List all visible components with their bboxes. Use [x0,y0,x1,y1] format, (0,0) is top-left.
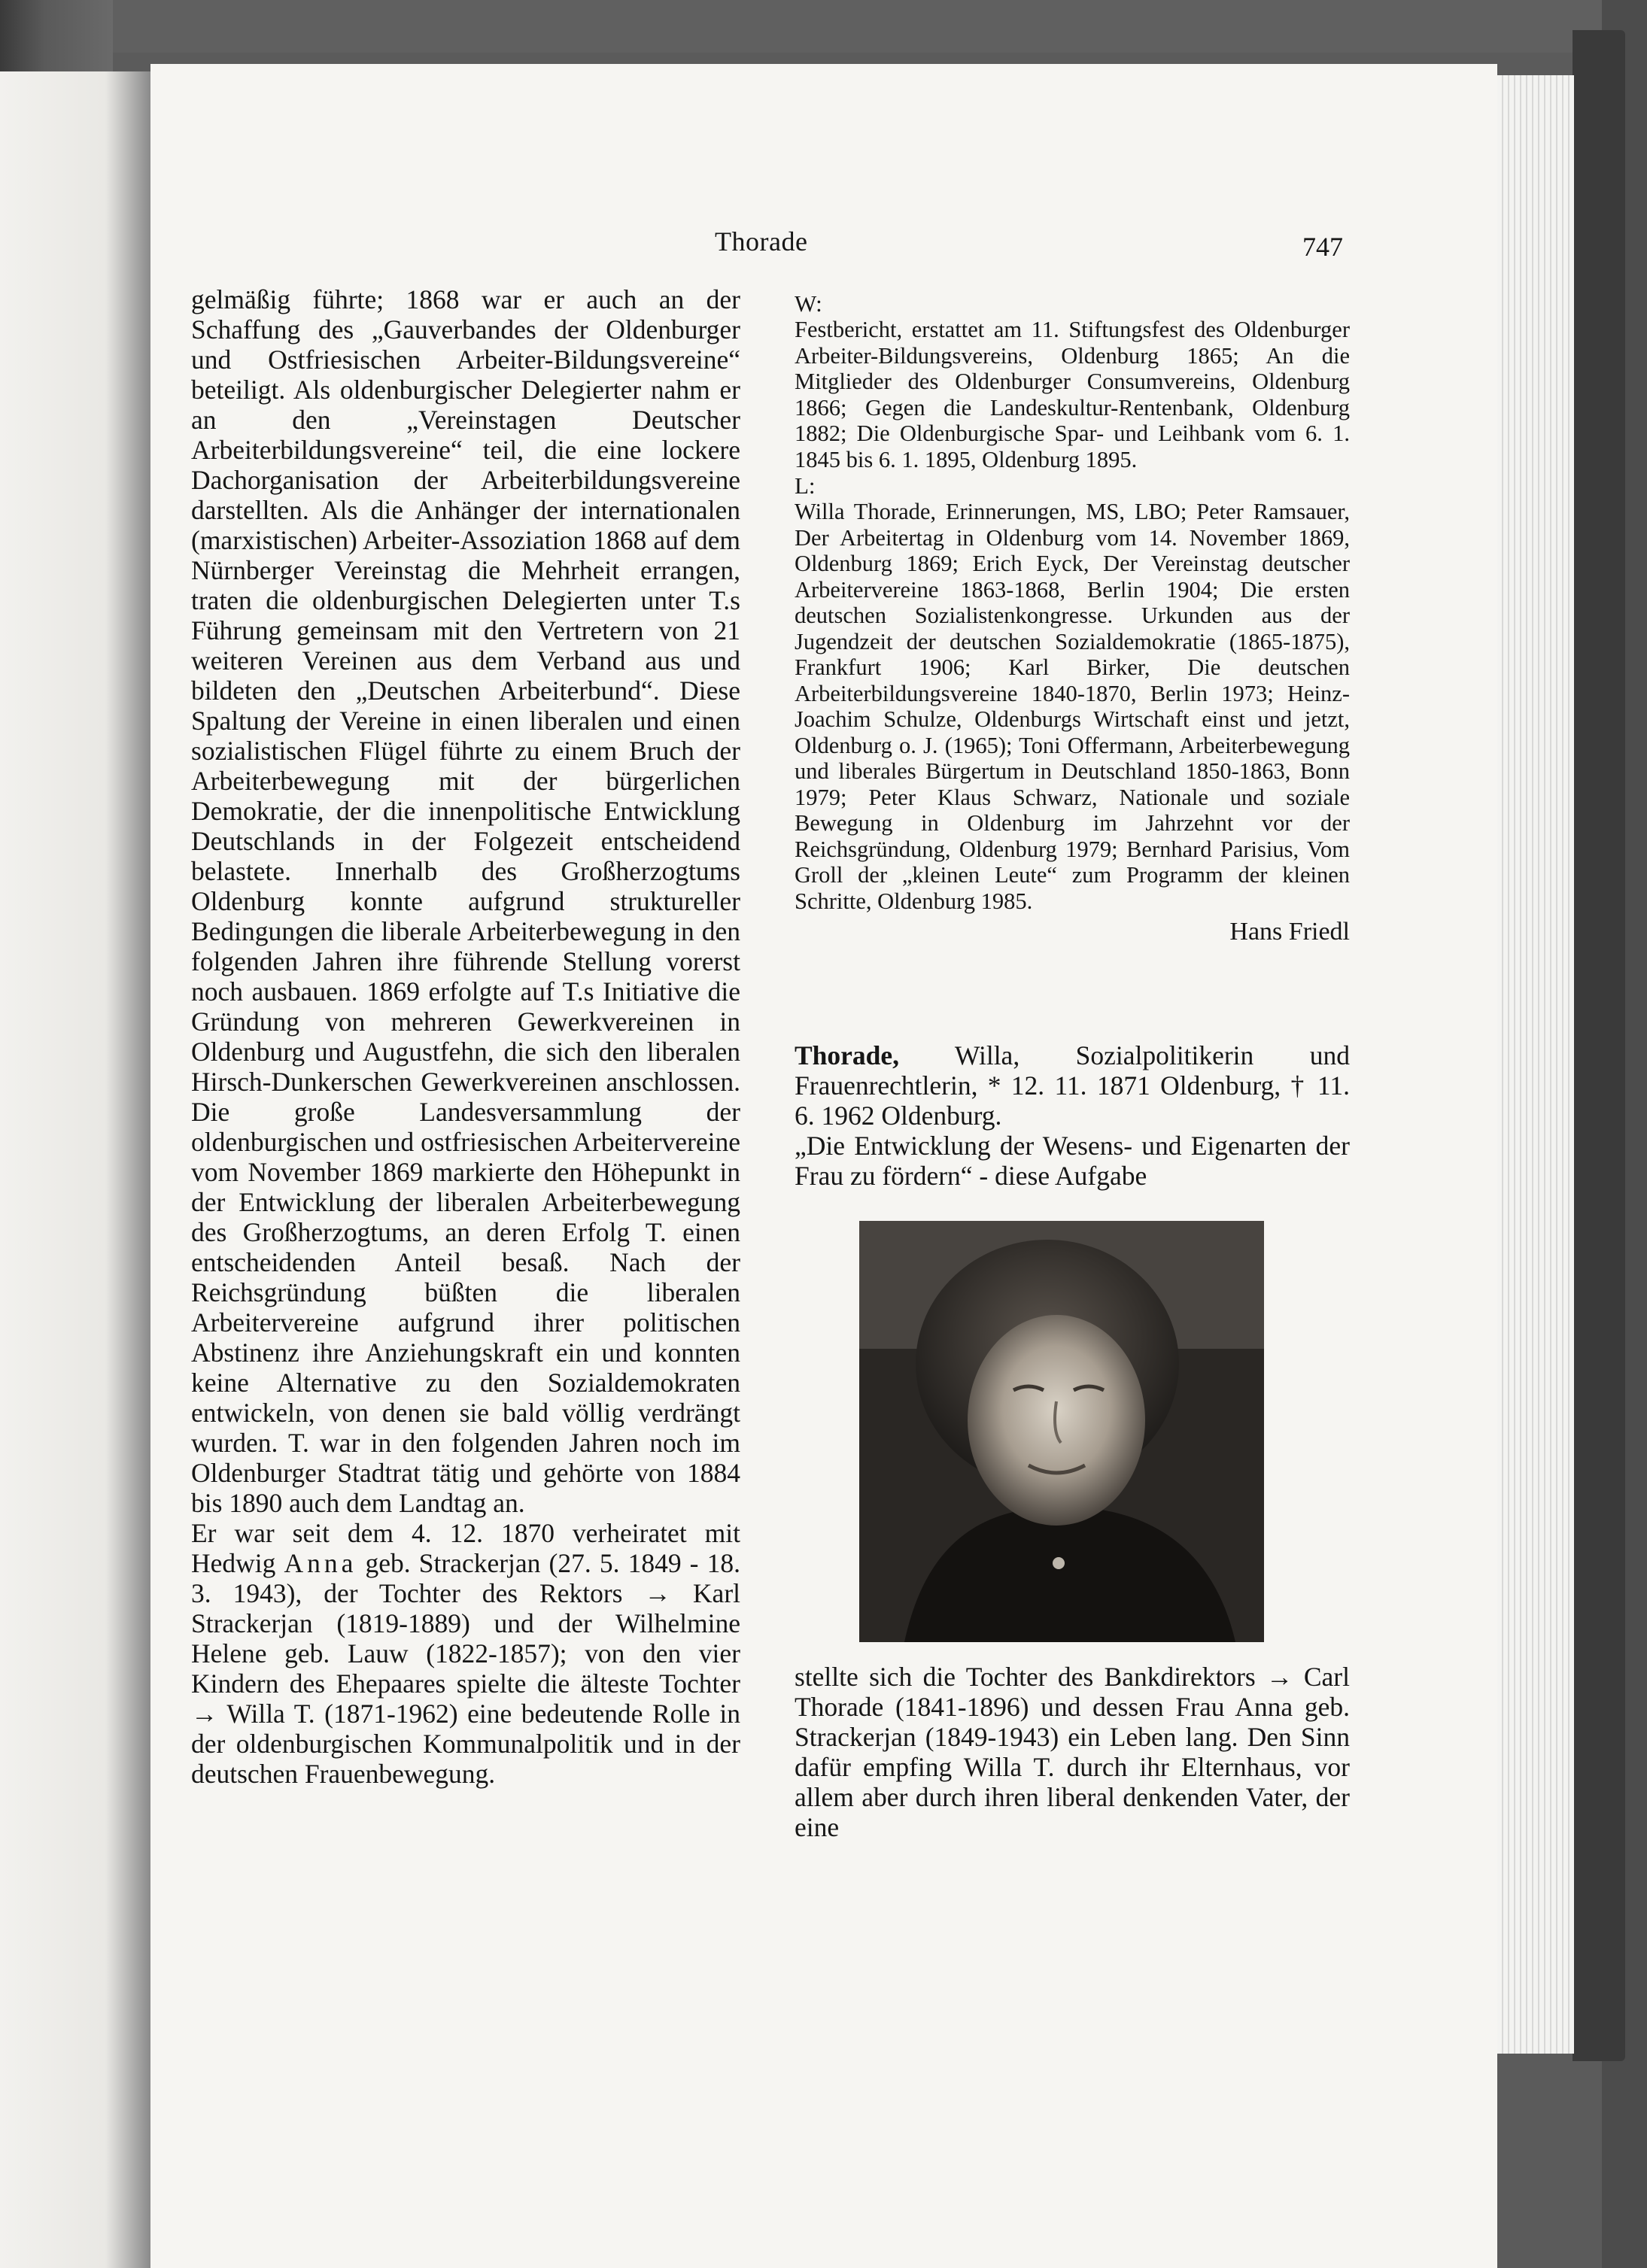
family-text-before: Er war seit dem 4. 12. 1870 verheiratet mit Hedwig [191,1518,740,1578]
scan-background-top [0,0,1647,53]
entry-quote: „Die Entwicklung der Wesens- und Eigenarten der Frau zu fördern“ - diese Aufgabe [795,1131,1350,1191]
paragraph-biography: gelmäßig führte; 1868 war er auch an der Schaffung des „Gauverbandes der Oldenburger und Ostfriesischen Arbeiter-Bildungsvereine“ beteiligt. Als oldenburgischer Delegierter nahm er an den „Vereinstagen Deutscher Arbeiterbildungsvereine“ teil, die eine lockere Dachorganisation der Arbeiterbildungsvereine darstellten. Als die Anhänger der internationalen (marxistischen) Arbeiter-Assoziation 1868 auf dem Nürnberger Vereinstag die Mehrheit errangen, traten die oldenburgischen Delegierten unter T.s Führung gemeinsam mit den Vertretern von 21 weiteren Vereinen aus dem Verband aus und bildeten den „Deutschen Arbeiterbund“. Diese Spaltung der Vereine in einen liberalen und einen sozialistischen Flügel führte zu einem Bruch der Arbeiterbewegung mit der bürgerlichen Demokratie, der die innenpolitische Entwicklung Deutschlands in der Folgezeit entscheidend belastete. Innerhalb des Großherzogtums Oldenburg konnte aufgrund struktureller Bedingungen die liberale Arbeiterbewegung in den folgenden Jahren ihre führende Stellung vorerst noch ausbauen. 1869 erfolgte auf T.s Initiative die Gründung von mehreren Gewerkvereinen in Oldenburg und Augustfehn, die sich den liberalen Hirsch-Dunkerschen Gewerkvereinen anschlossen. Die große Landesversammlung der oldenburgischen und ostfriesischen Arbeitervereine vom November 1869 markierte den Höhepunkt in der Entwicklung der liberalen Arbeiterbewegung des Großherzogtums, an deren Erfolg T. einen entscheidenden Anteil besaß. Nach der Reichsgründung büßten die liberalen Arbeitervereine aufgrund ihrer politischen Abstinenz ihre Anziehungskraft ein und konnten keine Alternative zu den Sozialdemokraten entwickeln, von denen sie bald völlig verdrängt wurden. T. war in den folgenden Jahren noch im Oldenburger Stadtrat tätig und gehörte von 1884 bis 1890 auch dem Landtag an. [191,284,740,1518]
left-page-edge [0,71,150,2268]
works-text: Festbericht, erstattet am 11. Stiftungsfest des Oldenburger Arbeiter-Bildungsvereins, Oldenburg 1865; An die Mitglieder des Oldenburger Consumvereins, Oldenburg 1866; Gegen die Landeskultur-Rentenbank, Oldenburg 1882; Die Oldenburgische Spar- und Leihbank vom 6. 1. 1845 bis 6. 1. 1895, Oldenburg 1895. [795,317,1350,472]
paragraph-family [191,1518,740,1789]
portrait-photo-drawing [859,1221,1264,1642]
right-column [795,290,1350,1842]
page-number: 747 [1302,232,1343,262]
literature-label: L: [795,472,816,499]
page-stack-edge [1490,75,1574,2054]
entry-intro-text: Willa, Sozialpolitikerin und Frauenrechtlerin, * 12. 11. 1871 Oldenburg, † 11. 6. 1962 Oldenburg. [795,1040,1350,1131]
entry-intro [795,1040,1350,1131]
works-label: W: [795,290,822,317]
book-cover-edge [1573,30,1625,2061]
running-head: Thorade [715,226,808,257]
literature-text: Willa Thorade, Erinnerungen, MS, LBO; Peter Ramsauer, Der Arbeitertag in Oldenburg vom 14. November 1869, Oldenburg 1869; Erich Eyck, Der Vereinstag deutscher Arbeitervereine 1863-1868, Berlin 1904; Die ersten deutschen Sozialistenkongresse. Urkunden aus der Jugendzeit der deutschen Sozialdemokratie (1865-1875), Frankfurt 1906; Karl Birker, Die deutschen Arbeiterbildungsvereine 1840-1870, Berlin 1973; Heinz-Joachim Schulze, Oldenburgs Wirtschaft einst und jetzt, Oldenburg o. J. (1965); Toni Offermann, Arbeiterbewegung und liberales Bürgertum in Deutschland 1850-1863, Bonn 1979; Peter Klaus Schwarz, Nationale und soziale Bewegung in Oldenburg im Jahrzehnt vor der Reichsgründung, Oldenburg 1979; Bernhard Parisius, Vom Groll der „kleinen Leute“ zum Programm der kleinen Schritte, Oldenburg 1985. [795,499,1350,914]
entry-continuation: stellte sich die Tochter des Bankdirektors → Carl Thorade (1841-1896) und dessen Frau Anna geb. Strackerjan (1849-1943) ein Leben lang. Den Sinn dafür empfing Willa T. durch ihr Elternhaus, vor allem aber durch ihren liberal denkenden Vater, der eine [795,1662,1350,1842]
new-entry [795,1040,1350,1191]
entry-lemma: Thorade, [795,1040,900,1070]
spaced-name: Anna [284,1548,357,1578]
family-text-after: geb. Strackerjan (27. 5. 1849 - 18. 3. 1943), der Tochter des Rektors → Karl Strackerjan (1819-1889) und der Wilhelmine Helene geb. Lauw (1822-1857); von den vier Kindern des Ehepaares spielte die älteste Tochter → Willa T. (1871-1962) eine bedeutende Rolle in der oldenburgischen Kommunalpolitik und in der deutschen Frauenbewegung. [191,1548,740,1789]
portrait-photo [859,1221,1264,1642]
author-signature: Hans Friedl [1229,918,1350,946]
left-column [191,284,740,1789]
